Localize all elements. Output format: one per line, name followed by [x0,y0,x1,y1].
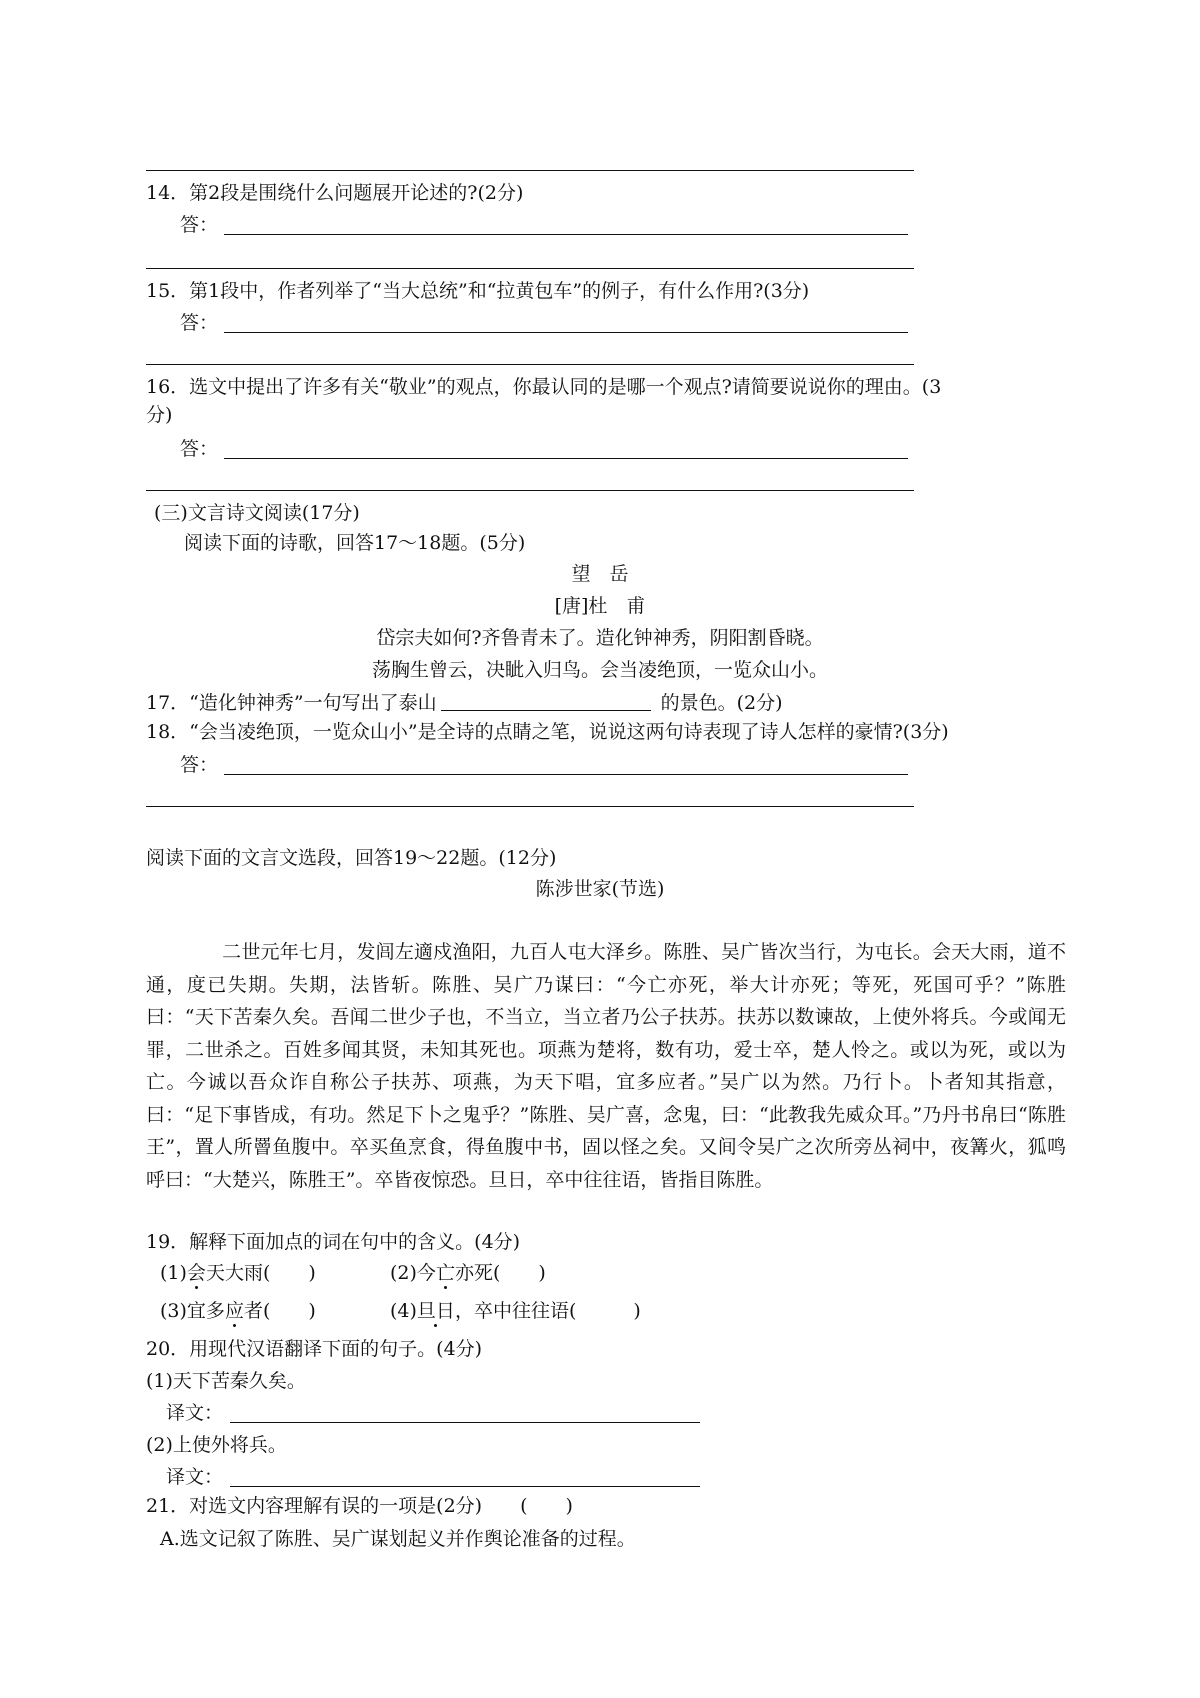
question-18: 18．“会当凌绝顶，一览众山小”是全诗的点睛之笔，说说这两句诗表现了诗人怎样的豪情?(3分) [146,721,949,743]
q19-item-3 [160,1302,316,1321]
poem-line-1: 岱宗夫如何?齐鲁青未了。造化钟神秀，阴阳割昏晓。 [376,627,824,649]
q19-item-4-rest: ，卒中往往语( ) [454,1300,641,1322]
answer-line-18b[interactable] [146,806,914,807]
question-17-before: 17．“造化钟神秀”一句写出了泰山 [146,692,437,714]
answer-label-14: 答： [180,214,219,236]
q20-sentence-2: (2)上使外将兵。 [146,1434,287,1456]
q20-label-1: 译文： [166,1402,224,1424]
answer-line-14b[interactable] [146,268,914,269]
q19-item-3-pre: 宜多 [186,1300,225,1322]
q20-label-2: 译文： [166,1466,224,1488]
question-17 [146,692,783,713]
q19-item-1-rest: 天大雨( ) [205,1262,316,1284]
prose-title: 陈涉世家(节选) [535,878,665,900]
question-20: 20．用现代汉语翻译下面的句子。(4分) [146,1338,483,1360]
q19-item-3-num: (3) [160,1300,187,1322]
answer-label-18: 答： [180,754,219,776]
dotted-word-1: 会 [186,1262,206,1284]
answer-line-15a[interactable] [224,332,908,333]
poem-line-2: 荡胸生曾云，决眦入归鸟。会当凌绝顶，一览众山小。 [371,659,828,681]
answer-line-18a[interactable] [224,774,908,775]
q19-item-4-num: (4) [390,1300,417,1322]
q19-item-1-num: (1) [160,1262,187,1284]
question-19: 19．解释下面加点的词在句中的含义。(4分) [146,1231,521,1253]
answer-label-16: 答： [180,438,219,460]
question-16-cont: 分) [146,404,173,426]
q19-item-4 [390,1302,641,1321]
question-21: 21．对选文内容理解有误的一项是(2分) ( ) [146,1495,573,1517]
q19-item-2 [390,1264,546,1283]
fill-blank-17[interactable] [441,692,651,711]
question-17-after: 的景色。(2分) [660,692,783,714]
question-15: 15．第1段中，作者列举了“当大总统”和“拉黄包车”的例子，有什么作用?(3分) [146,280,810,302]
q19-item-2-num: (2) [390,1262,417,1284]
question-14: 14．第2段是围绕什么问题展开论述的?(2分) [146,182,524,204]
answer-line-15b[interactable] [146,364,914,365]
answer-label-15: 答： [180,312,219,334]
q19-item-1 [160,1264,316,1283]
poem-author: [唐]杜 甫 [554,595,646,617]
q19-item-2-pre: 今 [416,1262,436,1284]
answer-line-16a[interactable] [224,458,908,459]
answer-line [146,170,914,171]
section-intro: 阅读下面的诗歌，回答17～18题。(5分) [184,532,526,554]
dotted-word-2: 亡 [435,1262,455,1284]
q20-sentence-1: (1)天下苦秦久矣。 [146,1370,306,1392]
prose-intro: 阅读下面的文言文选段，回答19～22题。(12分) [146,847,557,869]
dotted-word-4: 旦日 [416,1300,455,1322]
q19-item-2-rest: 亦死( ) [454,1262,546,1284]
prose-body [146,936,1066,1196]
question-16: 16．选文中提出了许多有关“敬业”的观点，你最认同的是哪一个观点?请简要说说你的理由。(3 [146,376,942,398]
dotted-word-3: 应 [224,1300,244,1322]
translation-line-2[interactable] [230,1486,700,1487]
q19-item-3-rest: 者( ) [243,1300,316,1322]
poem-title: 望 岳 [571,563,629,585]
q21-option-a: A.选文记叙了陈胜、吴广谋划起义并作舆论准备的过程。 [160,1528,636,1550]
answer-line-16b[interactable] [146,490,914,491]
section-title: (三)文言诗文阅读(17分) [154,502,360,524]
answer-line-14a[interactable] [224,234,908,235]
prose-body-text: 二世元年七月，发闾左適戍渔阳，九百人屯大泽乡。陈胜、吴广皆次当行，为屯长。会天大雨，道不通，度已失期。失期，法皆斩。陈胜、吴广乃谋曰：“今亡亦死，举大计亦死；等死，死国可乎？”陈胜曰：“天下苦秦久矣。吾闻二世少子也，不当立，当立者乃公子扶苏。扶苏以数谏故，上使外将兵。今或闻无罪，二世杀之。百姓多闻其贤，未知其死也。项燕为楚将，数有功，爱士卒，楚人怜之。或以为死，或以为亡。今诚以吾众诈自称公子扶苏、项燕，为天下唱，宜多应者。”吴广以为然。乃行卜。卜者知其指意，曰：“足下事皆成，有功。然足下卜之鬼乎？”陈胜、吴广喜，念鬼，曰：“此教我先威众耳。”乃丹书帛曰“陈胜王”，置人所罾鱼腹中。卒买鱼烹食，得鱼腹中书，固以怪之矣。又间令吴广之次所旁丛祠中，夜篝火，狐鸣呼曰：“大楚兴，陈胜王”。卒皆夜惊恐。旦日，卒中往往语，皆指目陈胜。 [146,941,1066,1191]
translation-line-1[interactable] [230,1422,700,1423]
